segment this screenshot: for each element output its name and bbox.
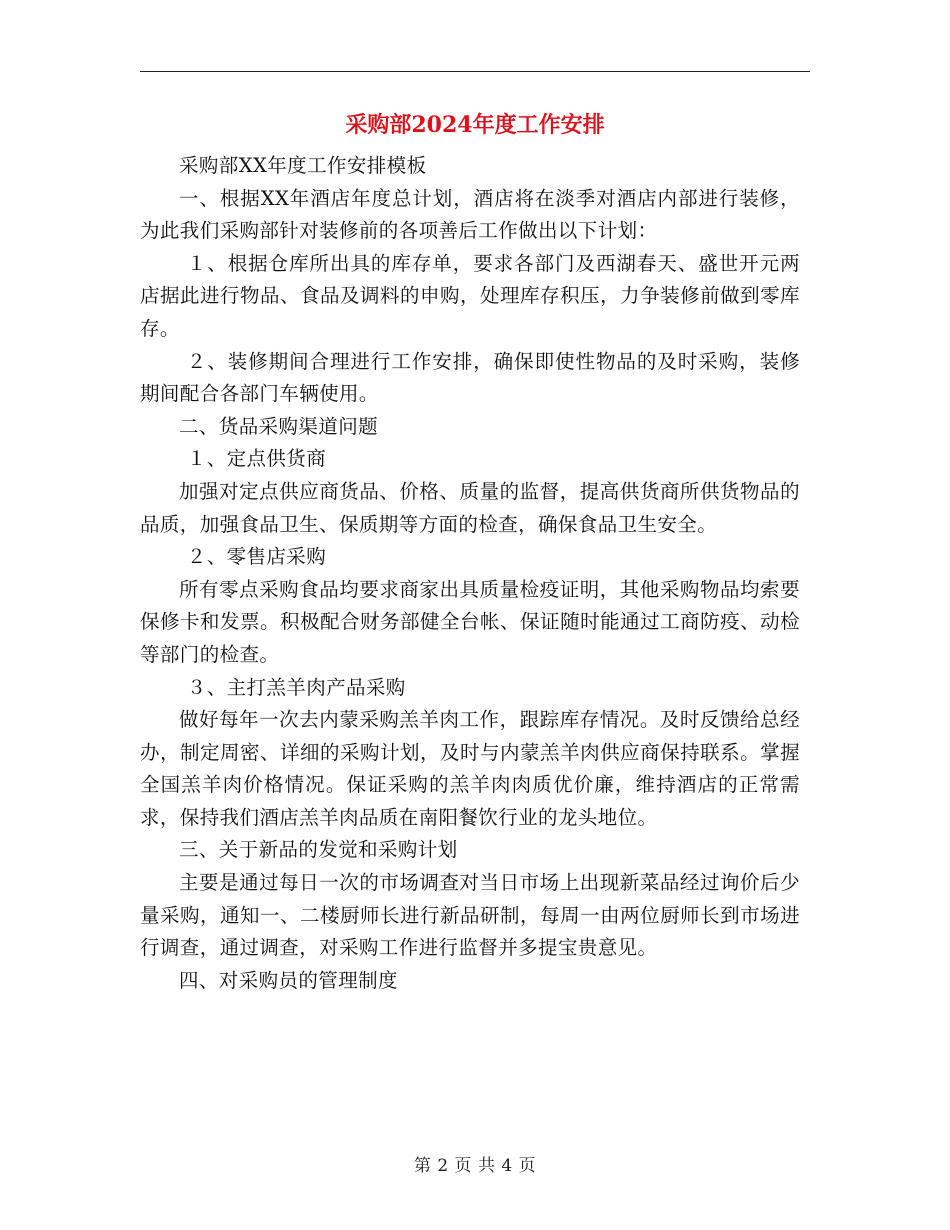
paragraph-item-2-3: 做好每年一次去内蒙采购羔羊肉工作，跟踪库存情况。及时反馈给总经办，制定周密、详细的采购计划，及时与内蒙羔羊肉供应商保持联系。掌握全国羔羊肉价格情况。保证采购的羔羊肉肉质优价廉，维持酒店的正常需求，保持我们酒店羔羊肉品质在南阳餐饮行业的龙头地位。 [140, 708, 800, 829]
heading-item-2-1: １、定点供货商 [186, 447, 327, 471]
heading-section-4: 四、对采购员的管理制度 [179, 968, 398, 992]
page-number-footer: 第 2 页 共 4 页 [413, 1156, 537, 1176]
paragraph-item-1-2: ２、装修期间合理进行工作安排，确保即使性物品的及时采购，装修期间配合各部门车辆使用。 [140, 349, 800, 406]
header-rule [140, 71, 810, 72]
document-title: 采购部2024年度工作安排 [345, 112, 605, 138]
heading-section-2: 二、货品采购渠道问题 [179, 414, 379, 438]
paragraph-item-2-1: 加强对定点供应商货品、价格、质量的监督，提高供货商所供货物品的品质，加强食品卫生、保质期等方面的检查，确保食品卫生安全。 [140, 479, 800, 536]
heading-item-2-3: ３、主打羔羊肉产品采购 [186, 675, 406, 699]
document-body [140, 150, 800, 997]
heading-section-3: 三、关于新品的发觉和采购计划 [179, 838, 458, 862]
paragraph-subtitle: 采购部XX年度工作安排模板 [179, 154, 427, 177]
paragraph-section-3: 主要是通过每日一次的市场调查对当日市场上出现新菜品经过询价后少量采购，通知一、二楼厨师长进行新品研制，每周一由两位厨师长到市场进行调查，通过调查，对采购工作进行监督并多提宝贵意见。 [140, 871, 800, 960]
paragraph-item-1-1: １、根据仓库所出具的库存单，要求各部门及西湖春天、盛世开元两店据此进行物品、食品及调料的申购，处理库存积压，力争装修前做到零库存。 [140, 251, 800, 340]
paragraph-section-1: 一、根据XX年酒店年度总计划，酒店将在淡季对酒店内部进行装修，为此我们采购部针对装修前的各项善后工作做出以下计划： [140, 186, 800, 243]
paragraph-item-2-2: 所有零点采购食品均要求商家出具质量检疫证明，其他采购物品均索要保修卡和发票。积极配合财务部健全台帐、保证随时能通过工商防疫、动检等部门的检查。 [140, 577, 800, 666]
heading-item-2-2: ２、零售店采购 [186, 545, 327, 569]
